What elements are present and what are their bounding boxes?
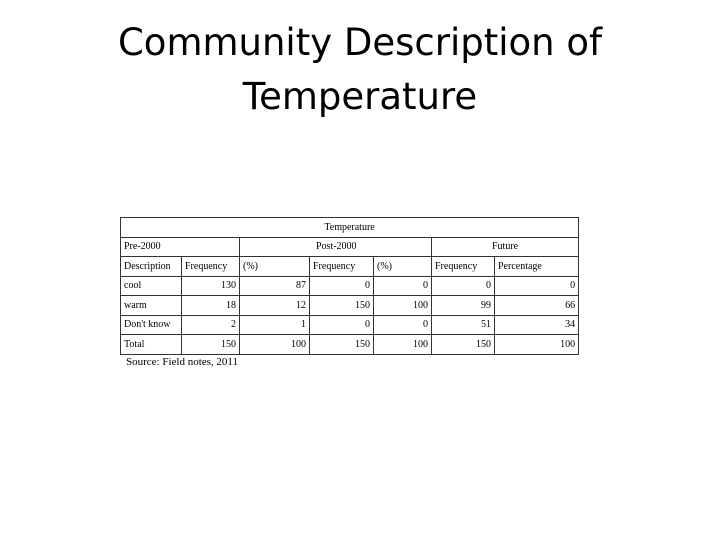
table-cell: Don't know: [121, 315, 182, 335]
table-cell: cool: [121, 276, 182, 296]
table-cell: 0: [374, 276, 432, 296]
table-cell: 100: [240, 335, 310, 355]
table-cell: warm: [121, 296, 182, 316]
column-header: (%): [240, 257, 310, 277]
table-cell: 66: [495, 296, 579, 316]
table-row: [121, 296, 579, 316]
table-cell: 18: [182, 296, 240, 316]
slide-title: [0, 16, 720, 124]
table-cell: 150: [310, 296, 374, 316]
table-cell: 0: [310, 315, 374, 335]
table-cell: 150: [182, 335, 240, 355]
group-header-future: Future: [432, 237, 579, 257]
slide-title-line-1: Community Description of: [117, 21, 603, 64]
column-header: Frequency: [310, 257, 374, 277]
table-cell: 150: [310, 335, 374, 355]
table-cell: 1: [240, 315, 310, 335]
group-header-post-2000: Post-2000: [240, 237, 432, 257]
temperature-table-figure: [120, 217, 578, 368]
table-cell: 87: [240, 276, 310, 296]
temperature-table: [120, 217, 579, 355]
table-cell: 51: [432, 315, 495, 335]
table-cell: 0: [374, 315, 432, 335]
table-cell: 34: [495, 315, 579, 335]
table-cell: Total: [121, 335, 182, 355]
table-cell: 100: [374, 296, 432, 316]
table-cell: 12: [240, 296, 310, 316]
table-row: [121, 315, 579, 335]
table-cell: 100: [495, 335, 579, 355]
table-cell: 99: [432, 296, 495, 316]
column-header: (%): [374, 257, 432, 277]
table-cell: 0: [432, 276, 495, 296]
table-caption-row: [121, 218, 579, 238]
table-cell: 150: [432, 335, 495, 355]
column-header: Frequency: [182, 257, 240, 277]
table-total-row: [121, 335, 579, 355]
column-header: Description: [121, 257, 182, 277]
table-row: [121, 276, 579, 296]
table-cell: 130: [182, 276, 240, 296]
table-cell: 0: [495, 276, 579, 296]
group-header-pre-2000: Pre-2000: [121, 237, 240, 257]
slide-title-line-2: Temperature: [242, 75, 478, 118]
table-cell: 0: [310, 276, 374, 296]
table-cell: 2: [182, 315, 240, 335]
table-group-row: [121, 237, 579, 257]
table-header-row: [121, 257, 579, 277]
table-cell: 100: [374, 335, 432, 355]
column-header: Percentage: [495, 257, 579, 277]
table-source-note: Source: Field notes, 2011: [126, 355, 239, 368]
column-header: Frequency: [432, 257, 495, 277]
table-caption: Temperature: [121, 218, 579, 238]
